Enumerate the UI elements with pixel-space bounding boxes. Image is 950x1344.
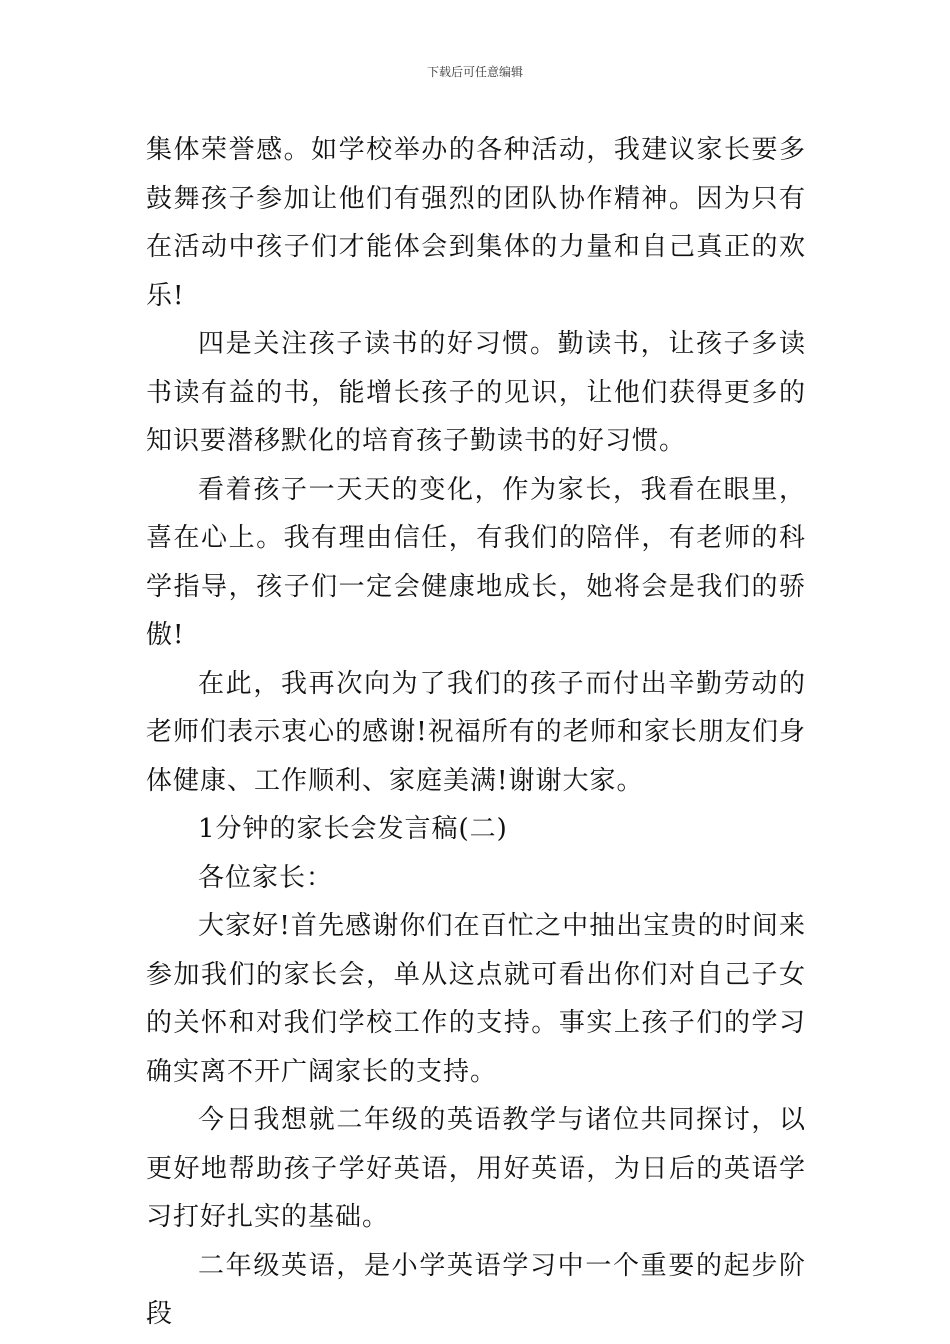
document-body [146, 126, 806, 1339]
salutation: 各位家长： [198, 862, 334, 893]
paragraph: 二年级英语，是小学英语学习中一个重要的起步阶段 [146, 1250, 806, 1329]
page-header: 下载后可任意编辑 [426, 65, 523, 79]
paragraph: 集体荣誉感。如学校举办的各种活动，我建议家长要多鼓舞孩子参加让他们有强烈的团队协作精神。因为只有在活动中孩子们才能体会到集体的力量和自己真正的欢乐! [146, 135, 806, 311]
section-heading: 1分钟的家长会发言稿(二) [198, 814, 508, 844]
paragraph: 在此，我再次向为了我们的孩子而付出辛勤劳动的老师们表示衷心的感谢!祝福所有的老师和家长朋友们身体健康、工作顺利、家庭美满!谢谢大家。 [146, 668, 806, 796]
paragraph: 四是关注孩子读书的好习惯。勤读书，让孩子多读书读有益的书，能增长孩子的见识，让他们获得更多的知识要潜移默化的培育孩子勤读书的好习惯。 [146, 329, 806, 456]
paragraph: 今日我想就二年级的英语教学与诸位共同探讨，以更好地帮助孩子学好英语，用好英语，为日后的英语学习打好扎实的基础。 [146, 1105, 806, 1232]
paragraph: 看着孩子一天天的变化，作为家长，我看在眼里，喜在心上。我有理由信任，有我们的陪伴，有老师的科学指导，孩子们一定会健康地成长，她将会是我们的骄傲! [146, 474, 806, 650]
paragraph: 大家好!首先感谢你们在百忙之中抽出宝贵的时间来参加我们的家长会，单从这点就可看出你们对自己子女的关怀和对我们学校工作的支持。事实上孩子们的学习确实离不开广阔家长的支持。 [146, 911, 806, 1087]
